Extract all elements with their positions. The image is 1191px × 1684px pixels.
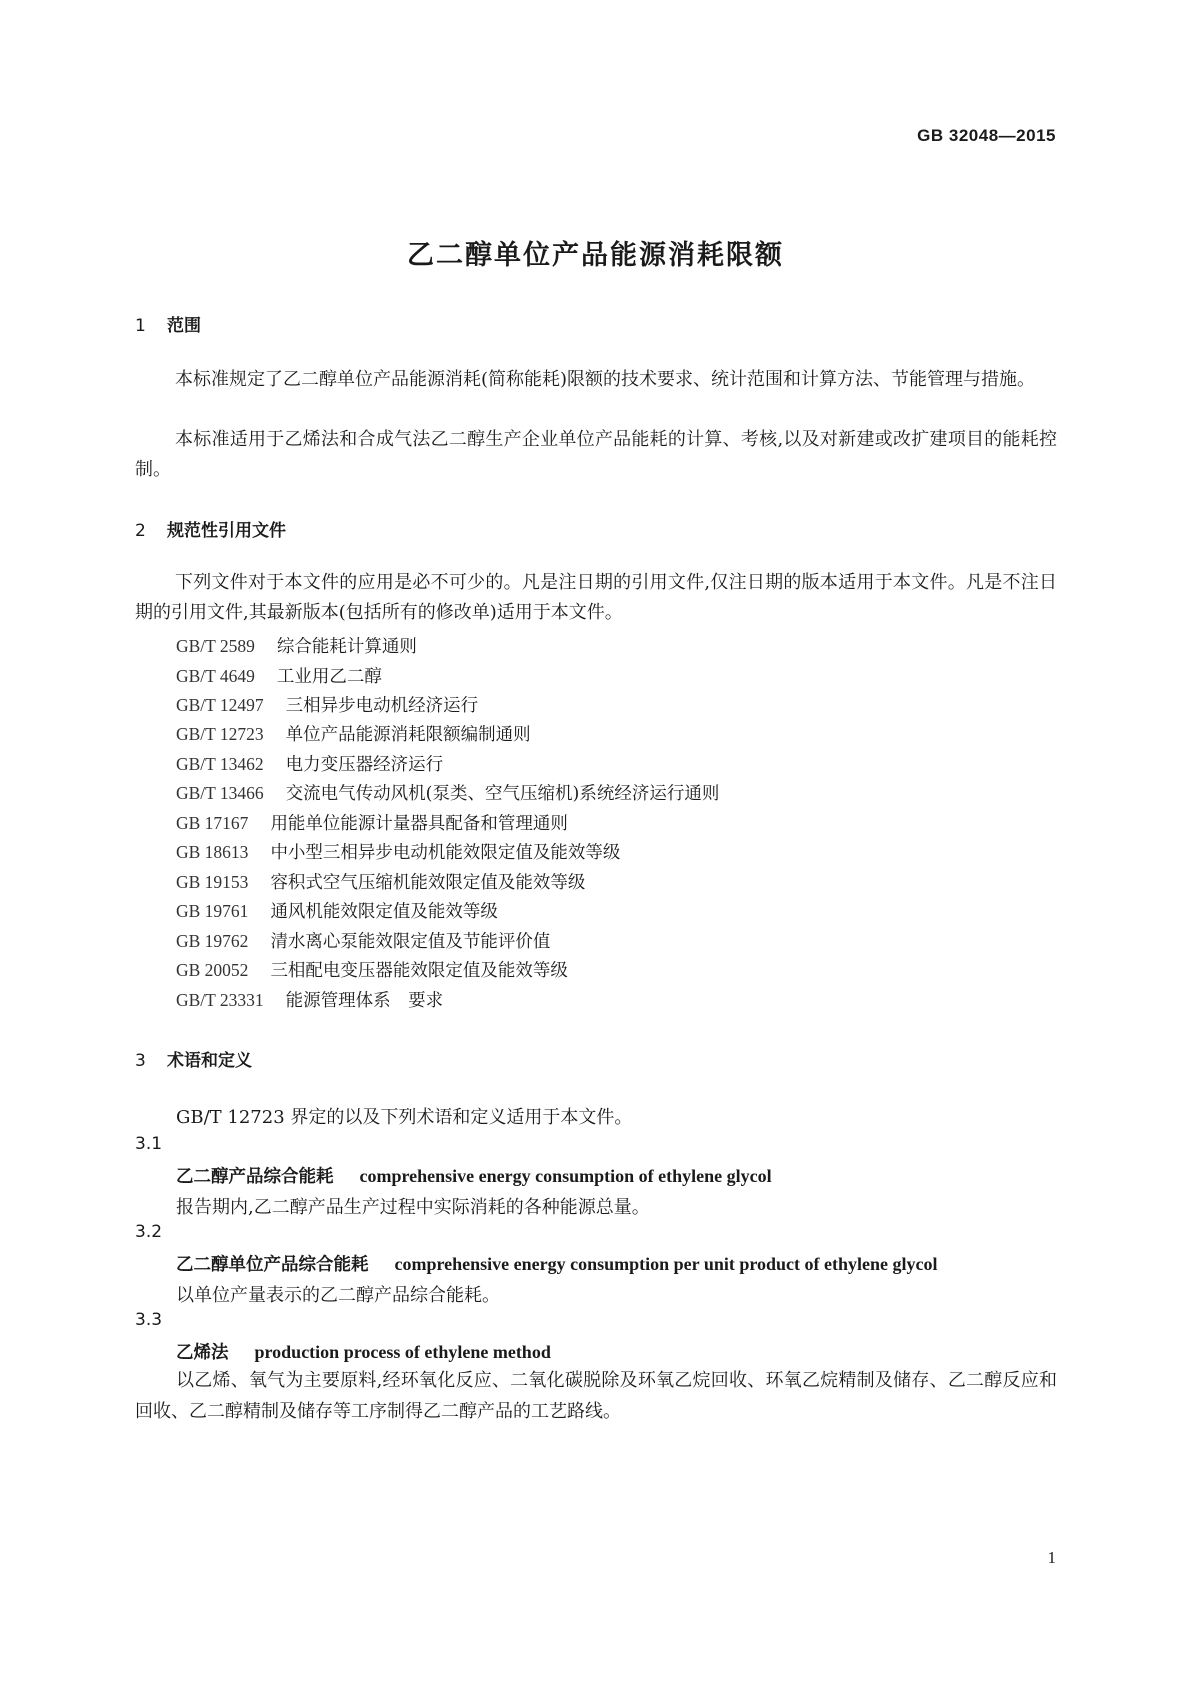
reference-item	[176, 898, 498, 923]
term-cn: 乙烯法	[176, 1343, 229, 1363]
reference-code: GB 20052	[176, 960, 249, 980]
reference-item	[176, 869, 585, 894]
reference-title: 容积式空气压缩机能效限定值及能效等级	[270, 873, 586, 893]
reference-item	[176, 663, 382, 688]
term-en: comprehensive energy consumption of ethylene glycol	[359, 1166, 772, 1186]
reference-title: 三相异步电动机经济运行	[285, 696, 479, 716]
clause-number: 3.3	[135, 1310, 163, 1330]
reference-title: 清水离心泵能效限定值及节能评价值	[270, 932, 551, 952]
reference-code: GB 19762	[176, 931, 249, 951]
section-heading-terms	[135, 1046, 252, 1071]
reference-item	[176, 928, 550, 953]
reference-title: 三相配电变压器能效限定值及能效等级	[270, 961, 568, 981]
reference-code: GB/T 13462	[176, 754, 264, 774]
reference-code: GB/T 13466	[176, 783, 264, 803]
page-title: 乙二醇单位产品能源消耗限额	[407, 240, 784, 271]
term-definition: 报告期内,乙二醇产品生产过程中实际消耗的各种能源总量。	[176, 1197, 650, 1218]
term-definition: 以乙烯、氧气为主要原料,经环氧化反应、二氧化碳脱除及环氧乙烷回收、环氧乙烷精制及储存、乙二醇反应和回收、乙二醇精制及储存等工序制得乙二醇产品的工艺路线。	[135, 1370, 1057, 1422]
term-en: comprehensive energy consumption per unit product of ethylene glycol	[394, 1254, 938, 1274]
section-number: 3	[135, 1051, 146, 1071]
reference-item	[176, 987, 443, 1012]
reference-item	[176, 839, 620, 864]
section-number: 1	[135, 316, 146, 336]
section-title: 术语和定义	[167, 1051, 252, 1071]
section-number: 2	[135, 521, 146, 541]
reference-title: 单位产品能源消耗限额编制通则	[285, 725, 531, 745]
standard-code: GB 32048—2015	[917, 126, 1056, 145]
clause-number: 3.2	[135, 1222, 163, 1242]
reference-code: GB 19153	[176, 872, 249, 892]
term-cn: 乙二醇单位产品综合能耗	[176, 1255, 369, 1275]
term-definition: 以单位产量表示的乙二醇产品综合能耗。	[176, 1285, 500, 1306]
reference-item	[176, 751, 443, 776]
reference-item	[176, 692, 478, 717]
reference-title: 通风机能效限定值及能效等级	[270, 902, 498, 922]
term-cn: 乙二醇产品综合能耗	[176, 1167, 334, 1187]
reference-title: 能源管理体系 要求	[285, 991, 444, 1011]
reference-item	[176, 721, 531, 746]
term-entry	[176, 1251, 938, 1276]
section-title: 规范性引用文件	[167, 521, 286, 541]
reference-code: GB/T 2589	[176, 636, 255, 656]
term-entry	[176, 1339, 551, 1364]
reference-code: GB 18613	[176, 842, 249, 862]
term-entry	[176, 1163, 772, 1188]
reference-title: 交流电气传动风机(泵类、空气压缩机)系统经济运行通则	[285, 784, 720, 804]
reference-item	[176, 957, 568, 982]
term-en: production process of ethylene method	[254, 1342, 551, 1362]
reference-title: 综合能耗计算通则	[276, 637, 417, 657]
reference-item	[176, 633, 417, 658]
reference-title: 电力变压器经济运行	[285, 755, 444, 775]
reference-title: 用能单位能源计量器具配备和管理通则	[270, 814, 568, 834]
references-intro: 下列文件对于本文件的应用是必不可少的。凡是注日期的引用文件,仅注日期的版本适用于本文件。凡是不注日期的引用文件,其最新版本(包括所有的修改单)适用于本文件。	[135, 572, 1057, 623]
page-number: 1	[1047, 1548, 1056, 1567]
section-heading-references	[135, 516, 286, 541]
section-title: 范围	[167, 316, 201, 336]
reference-code: GB 17167	[176, 813, 249, 833]
reference-code: GB/T 12723	[176, 724, 264, 744]
reference-code: GB 19761	[176, 901, 249, 921]
scope-paragraph-2: 本标准适用于乙烯法和合成气法乙二醇生产企业单位产品能耗的计算、考核,以及对新建或改扩建项目的能耗控制。	[135, 429, 1057, 480]
reference-code: GB/T 23331	[176, 990, 264, 1010]
section-heading-scope	[135, 311, 201, 336]
reference-code: GB/T 4649	[176, 666, 255, 686]
reference-title: 工业用乙二醇	[276, 667, 382, 687]
reference-item	[176, 780, 719, 805]
reference-item	[176, 810, 568, 835]
terms-intro: GB/T 12723 界定的以及下列术语和定义适用于本文件。	[176, 1107, 633, 1128]
reference-code: GB/T 12497	[176, 695, 264, 715]
scope-paragraph-1: 本标准规定了乙二醇单位产品能源消耗(简称能耗)限额的技术要求、统计范围和计算方法、节能管理与措施。	[175, 369, 1036, 390]
clause-number: 3.1	[135, 1134, 163, 1154]
reference-title: 中小型三相异步电动机能效限定值及能效等级	[270, 843, 621, 863]
